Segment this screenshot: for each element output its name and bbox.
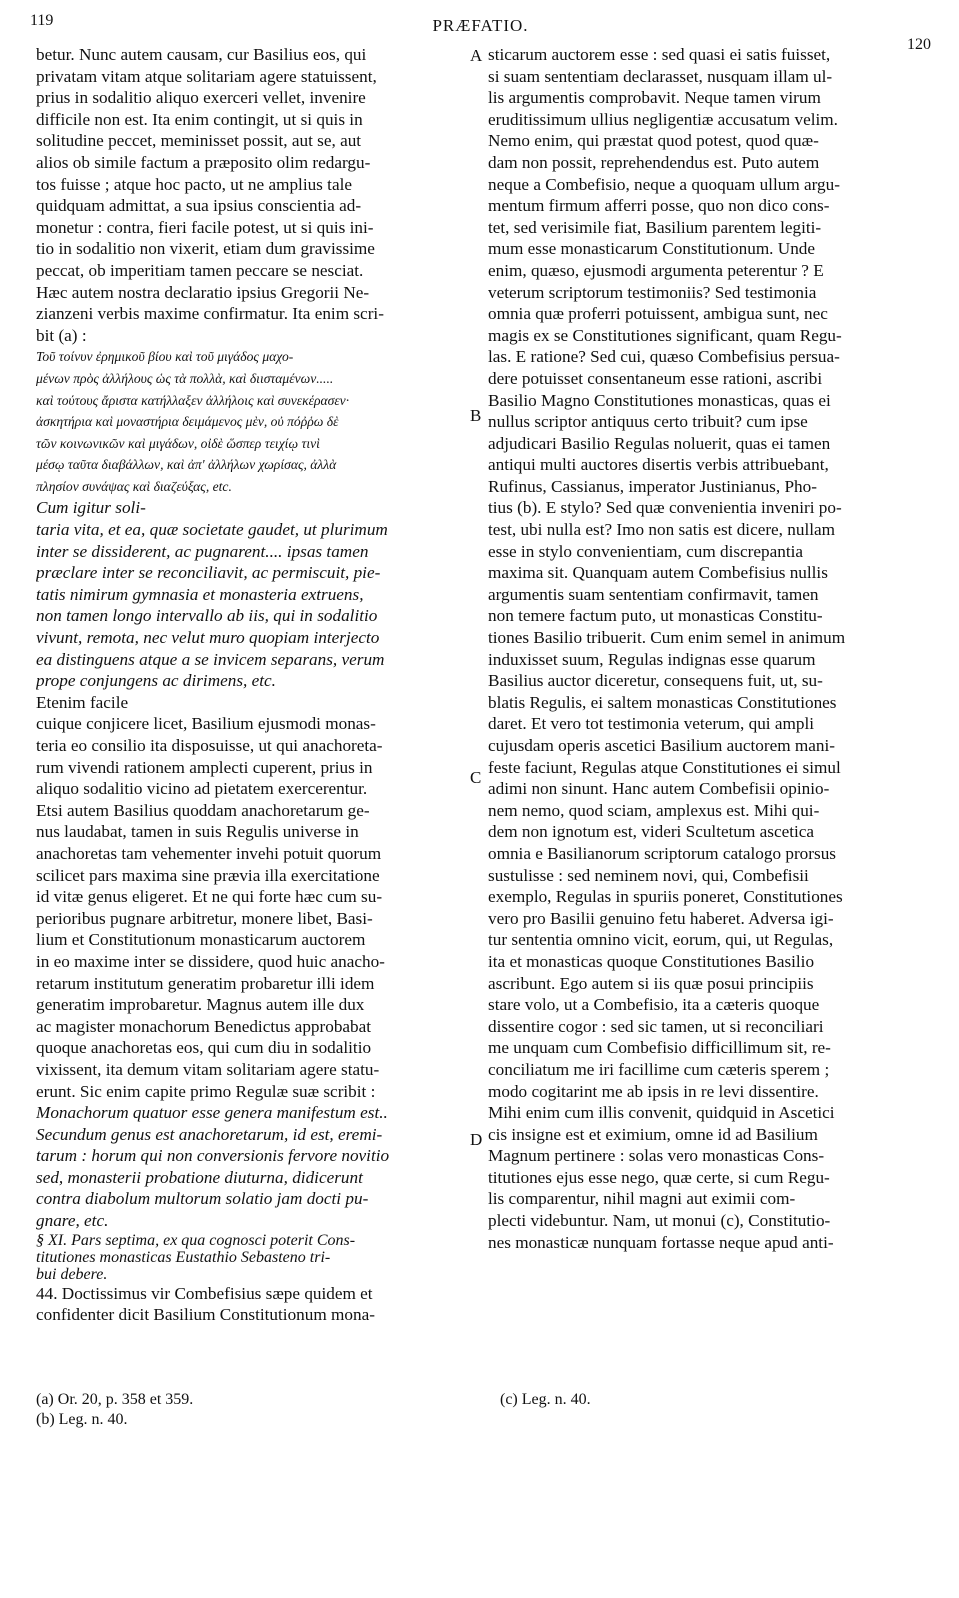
text-line: ἀσκητήρια καὶ μοναστήρια δειμάμενος μὲν, οὐ πόῤῥω δὲ: [36, 414, 339, 430]
text-line: aliquo sodalitio vicino ad pietatem exercerentur.: [36, 779, 368, 799]
text-line: rum vivendi rationem amplecti cuperent, prius in: [36, 757, 373, 777]
text-line: Basilius auctor diceretur, consequens fuit, ut, su-: [488, 671, 823, 691]
text-line: modo cogitarint me ab ipsis in re levi dissentire.: [488, 1081, 819, 1101]
text-line: sustulisse : sed neminem novi, qui, Combefisii: [488, 865, 809, 885]
text-line: dem non ignotum est, videri Scultetum ascetica: [488, 822, 815, 842]
text-line: tius (b). E stylo? Sed quæ convenientia inveniri po-: [488, 498, 842, 518]
text-line: tiones Basilio tribuerit. Cum enim semel in animum: [488, 628, 846, 648]
text-line: sed, monasterii probatione diuturna, didicerunt: [36, 1167, 363, 1187]
text-line: solitudine peccet, meminisset possit, aut se, aut: [36, 131, 362, 151]
text-line: ascribunt. Ego autem si iis quæ posui principiis: [488, 973, 814, 993]
text-line: Nemo enim, qui præstat quod potest, quod quæ-: [488, 131, 819, 151]
text-line: (b) Leg. n. 40.: [36, 1411, 128, 1428]
text-line: veterum scriptorum testimoniis? Sed testimonia: [488, 282, 817, 302]
text-line: καὶ τούτους ἄριστα κατήλλαξεν ἀλλήλοις καὶ συνεκέρασεν·: [36, 392, 350, 408]
text-line: vero pro Basilii genuino fetu haberet. Adversa igi-: [488, 908, 834, 928]
text-line: omnia e Basilianorum scriptorum catalogo prorsus: [488, 843, 836, 863]
text-line: dam non possit, reprehendendus est. Puto autem: [488, 152, 820, 172]
footnotes-right: [500, 1390, 591, 1410]
text-line: confidenter dicit Basilium Constitutionum mona-: [36, 1305, 375, 1325]
text-line: daret. Et vero tot testimonia veterum, qui ampli: [488, 714, 815, 734]
text-line: non temere factum puto, ut monasticas Constitu-: [488, 606, 823, 626]
paragraph-44: [36, 1283, 466, 1326]
text-line: vixissent, ita demum vitam solitariam agere statu-: [36, 1059, 380, 1079]
text-line: bui debere.: [36, 1265, 108, 1283]
latin-translation: [36, 497, 466, 691]
text-line: exemplo, Regulas in spuriis poneret, Constitutiones: [488, 887, 843, 907]
text-line: perioribus pugnare arbitretur, monere libet, Basi-: [36, 908, 373, 928]
text-line: alios ob simile factum a præposito olim redargu-: [36, 152, 371, 172]
text-line: nullus scriptor antiquus certo tribuit? cum ipse: [488, 412, 808, 432]
text-line: ac magister monachorum Benedictus approbabat: [36, 1016, 372, 1036]
text-line: Basilio Magno Constitutiones monasticas, quas ei: [488, 390, 831, 410]
text-line: μέσῳ ταῦτα διαβάλλων, καὶ ἀπ' ἀλλήλων χωρίσας, ἀλλὰ: [36, 457, 337, 473]
text-line: magis ex se Constitutiones significant, quam Regu-: [488, 325, 842, 345]
text-line: Τοῦ τοίνυν ἐρημικοῦ βίου καὶ τοῦ μιγάδος μαχο-: [36, 349, 294, 365]
text-line: bit (a) :: [36, 325, 87, 345]
text-line: lium et Constitutionum monasticarum auctorem: [36, 930, 366, 950]
text-line: scilicet pars maxima sine prævia illa exercitatione: [36, 865, 380, 885]
text-line: si suam sententiam declarasset, nusquam illam ul-: [488, 66, 833, 86]
text-line: tatis nimirum gymnasia et monasteria extruens,: [36, 584, 364, 604]
text-line: me unquam cum Combefisio difficillimum sit, re-: [488, 1038, 831, 1058]
text-line: Rufinus, Cassianus, imperator Justinianus, Pho-: [488, 476, 817, 496]
text-line: generatim improbaretur. Magnus autem ille dux: [36, 995, 365, 1015]
text-line: las. E ratione? Sed cui, quæso Combefisius persua-: [488, 347, 840, 367]
text-line: argumentis suam sententiam confirmavit, tamen: [488, 584, 819, 604]
text-line: nem nemo, quod sciam, amplexus est. Mihi qui-: [488, 800, 820, 820]
text-line: (c) Leg. n. 40.: [500, 1391, 591, 1408]
text-line: conciliatum me iri facillime cum cæteris sperem ;: [488, 1059, 830, 1079]
text-line: Secundum genus est anachoretarum, id est, eremi-: [36, 1124, 383, 1144]
text-line: contra diabolum multorum solatio jam docti pu-: [36, 1189, 369, 1209]
text-line: peccat, ob imperitiam tamen peccare se nesciat.: [36, 260, 364, 280]
margin-letter-b: B: [470, 406, 482, 425]
text-line: 44. Doctissimus vir Combefisius sæpe quidem et: [36, 1283, 373, 1303]
right-column: [488, 44, 918, 1253]
text-line: sticarum auctorem esse : sed quasi ei satis fuisset,: [488, 45, 831, 64]
text-line: non tamen longo intervallo ab iis, qui in sodalitio: [36, 606, 378, 626]
text-line: zianzeni verbis maxime confirmatur. Ita enim scri-: [36, 304, 384, 324]
text-line: Etenim facile: [36, 692, 129, 712]
text-line: taria vita, et ea, quæ societate gaudet, ut plurimum: [36, 520, 388, 540]
text-line: Cum igitur soli-: [36, 498, 146, 518]
text-line: ea distinguens atque a se invicem separans, verum: [36, 649, 385, 669]
text-line: id vitæ genus eligeret. Et ne qui forte hæc cum su-: [36, 887, 383, 907]
paragraph-causam: [36, 44, 466, 346]
text-line: erunt. Sic enim capite primo Regulæ suæ scribit :: [36, 1081, 376, 1101]
text-line: test, ubi nulla est? Imo non satis est dicere, nullam: [488, 520, 836, 540]
text-line: enim, quæso, ejusmodi argumenta peterentur ? E: [488, 260, 824, 280]
text-line: πλησίον συνάψας καὶ διαζεύξας, etc.: [36, 478, 232, 494]
running-header: [30, 8, 931, 53]
text-line: τῶν κοινωνικῶν καὶ μιγάδων, οἰδὲ ὥσπερ τειχίῳ τινὶ: [36, 435, 320, 451]
text-line: lis argumentis comprobavit. Neque tamen virum: [488, 88, 821, 108]
text-line: lis comparentur, nihil magni aut eximii com-: [488, 1189, 796, 1209]
text-line: stare volo, ut a Combefisio, ita a cæteris quoque: [488, 995, 820, 1015]
text-line: quoque anachoretas eos, qui cum diu in sodalitio: [36, 1038, 372, 1058]
text-line: mum esse monasticarum Constitutionum. Unde: [488, 239, 816, 259]
text-line: tio in sodalitio non vixerit, etiam dum gravissime: [36, 239, 375, 259]
page-number-right: 120: [907, 36, 931, 53]
margin-letter-d: D: [470, 1130, 483, 1149]
footnotes-left: [36, 1390, 193, 1430]
running-title: PRÆFATIO.: [432, 16, 529, 35]
text-line: tet, sed verisimile fiat, Basilium parentem legiti-: [488, 217, 822, 237]
text-line: cis insigne est et eximium, omne id ad Basilium: [488, 1124, 818, 1144]
text-line: induxisset suum, Regulas indignas esse quarum: [488, 649, 816, 669]
text-line: plecti videbuntur. Nam, ut monui (c), Constitutio-: [488, 1211, 831, 1231]
text-line: nus laudabat, tamen in suis Regulis universe in: [36, 822, 359, 842]
text-line: gnare, etc.: [36, 1211, 109, 1231]
text-line: omnia quæ proferri potuissent, ambigua sunt, nec: [488, 304, 828, 324]
benedict-quotation: [36, 1102, 466, 1232]
text-line: blatis Regulis, ei saltem monasticas Constitutiones: [488, 692, 837, 712]
text-line: dere potuisset consentaneum esse rationi, ascribi: [488, 368, 823, 388]
text-line: titutiones monasticas Eustathio Sebasteno tri-: [36, 1248, 331, 1266]
text-line: eruditissimum ullius negligentiæ accusatum velim.: [488, 109, 838, 129]
text-line: maxima sit. Quanquam autem Combefisius nullis: [488, 563, 828, 583]
left-column: [36, 44, 466, 1326]
text-line: vivunt, remota, nec velut muro quopiam interjecto: [36, 628, 380, 648]
text-line: anachoretas tam vehementer invehi potuit quorum: [36, 843, 382, 863]
text-line: betur. Nunc autem causam, cur Basilius eos, qui: [36, 45, 367, 64]
text-line: nes monasticæ nunquam fortasse neque apud anti-: [488, 1232, 834, 1252]
text-line: teria eo consilio ita disposuisse, ut qui anachoreta-: [36, 736, 383, 755]
text-line: inter se dissiderent, ac pugnarent.... ipsas tamen: [36, 541, 369, 561]
text-line: Mihi enim cum illis convenit, quidquid in Ascetici: [488, 1103, 835, 1123]
text-line: cuique conjicere licet, Basilium ejusmodi monas-: [36, 714, 376, 734]
text-line: neque a Combefisio, neque a quoquam ullum argu-: [488, 174, 840, 194]
section-heading: [36, 1232, 466, 1283]
text-line: præclare inter se reconciliavit, ac permiscuit, pie-: [36, 563, 381, 583]
text-line: antiqui multi auctores disertis verbis attribuebant,: [488, 455, 829, 475]
text-line: titutiones ejus esse nego, quæ certe, si cum Regu-: [488, 1167, 830, 1187]
text-line: μένων πρὸς ἀλλήλους ὡς τὰ πολλὰ, καὶ διισταμένων.....: [36, 370, 334, 386]
text-line: esse in stylo convenientiam, cum discrepantia: [488, 541, 804, 561]
paragraph-etenim: [36, 692, 466, 1102]
text-line: ita et monasticas quoque Constitutiones Basilio: [488, 951, 815, 971]
text-line: § XI. Pars septima, ex qua cognosci poterit Cons-: [36, 1231, 356, 1249]
text-line: Magnum pertinere : solas vero monasticas Cons-: [488, 1146, 825, 1166]
text-line: monetur : contra, fieri facile potest, ut si quis ini-: [36, 217, 374, 237]
text-line: in eo maxime inter se dissidere, quod huic anacho-: [36, 951, 385, 971]
margin-letter-c: C: [470, 768, 482, 787]
text-line: difficile non est. Ita enim contingit, ut si quis in: [36, 109, 363, 129]
text-line: cujusdam operis ascetici Basilium auctorem mani-: [488, 736, 835, 755]
text-line: tos fuisse ; atque hoc pacto, ut ne amplius tale: [36, 174, 352, 194]
text-line: tarum : horum qui non conversionis fervore novitio: [36, 1146, 390, 1166]
text-line: Hæc autem nostra declaratio ipsius Gregorii Ne-: [36, 282, 370, 302]
text-line: Monachorum quatuor esse genera manifestum est..: [36, 1103, 388, 1123]
text-line: adimi non sinunt. Hanc autem Combefisii opinio-: [488, 779, 830, 799]
text-line: adjudicari Basilio Regulas noluerit, quas ei tamen: [488, 433, 831, 453]
text-line: Etsi autem Basilius quoddam anachoretarum ge-: [36, 800, 370, 820]
page-number-left: 119: [30, 12, 54, 29]
text-line: retarum institutum generatim probaretur illi idem: [36, 973, 375, 993]
text-line: (a) Or. 20, p. 358 et 359.: [36, 1391, 194, 1408]
text-line: dissentire cogor : sed sic tamen, ut si reconciliari: [488, 1016, 824, 1036]
text-line: tur sententia omnino vicit, eorum, qui, ut Regulas,: [488, 930, 834, 950]
text-line: privatam vitam atque solitariam agere statuissent,: [36, 66, 377, 86]
text-line: mentum firmum afferri posse, quo non dico cons-: [488, 196, 830, 216]
text-line: quidquam admittat, a sua ipsius conscientia ad-: [36, 196, 362, 216]
text-line: feste faciunt, Regulas atque Constitutiones ei simul: [488, 757, 841, 777]
text-line: prope conjungens ac dirimens, etc.: [36, 671, 276, 691]
greek-quotation: [36, 346, 466, 497]
text-line: prius in sodalitio aliquo exerceri vellet, invenire: [36, 88, 366, 108]
paragraph-continued: [488, 44, 918, 1253]
margin-letter-a: A: [470, 46, 483, 65]
